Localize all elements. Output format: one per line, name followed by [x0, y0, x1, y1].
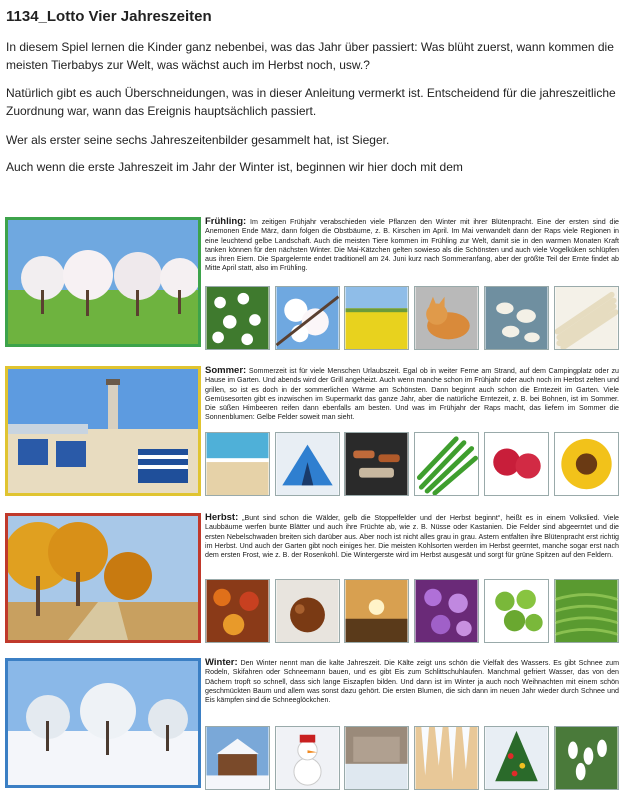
autumn-main-photo: [5, 513, 201, 643]
chestnuts-image: [275, 579, 340, 643]
autumn-heading: Herbst:: [205, 512, 239, 523]
icicles-image: [414, 726, 479, 790]
season-spring: [5, 217, 619, 353]
winter-thumbnails: [205, 726, 619, 790]
snowdrops-image: [554, 726, 619, 790]
ice-rink-image: [344, 726, 409, 790]
beach-image: [205, 432, 270, 496]
snowman-image: [275, 726, 340, 790]
anemones-image: [205, 286, 270, 350]
intro-paragraph-2: Natürlich gibt es auch Überschneidungen, was in dieser Anleitung vermerkt ist. Entscheidend für die jahreszeitliche Zuordnung war, wann das Ereignis hauptsächlich passiert.: [6, 86, 616, 118]
summer-description: [205, 366, 619, 423]
intro-paragraph-3: Wer als erster seine sechs Jahreszeitenbilder gesammelt hat, ist Sieger.: [6, 133, 390, 147]
ski-chalet-image: [205, 726, 270, 790]
summer-main-photo: [5, 366, 201, 496]
season-winter: [5, 658, 619, 794]
page-title: 1134_Lotto Vier Jahreszeiten: [6, 8, 212, 25]
season-summer: [5, 366, 619, 502]
autumn-text: „Bunt sind schon die Wälder, gelb die Stoppelfelder und der Herbst beginnt“, heißt es in einem Volkslied. Viele Laubbäume werfen bunte Blätter und auch ihre Früchte ab, wie z. B. Nüsse oder Kastanien. Die Felder sind abgeerntet und die ersten Nebelschwaden breiten sich darüber aus. Aber noch ist nicht alles grau in grau. Astern entfalten ihre Blütenpracht erst richtig im Herbst. Und auch der Garten gibt noch einiges her. Die meisten Kohlsorten werden im Herbst geerntet, manche sogar erst nach dem ersten Frost, wie z. B. der Rosenkohl. Die Wintergerste wird im Herbst ausgesät und sorgt für grüne Spitzen auf den Feldern.: [205, 514, 619, 560]
summer-heading: Sommer:: [205, 365, 247, 376]
green-beans-image: [414, 432, 479, 496]
tent-image: [275, 432, 340, 496]
summer-thumbnails: [205, 432, 619, 496]
kitten-image: [414, 286, 479, 350]
spring-text: Im zeitigen Frühjahr verabschieden viele Pflanzen den Winter mit ihrer Blütenpracht. Eine der ersten sind die Anemonen Ende März, dann folgen die Obstbäume, z. B. Kirschen im April. Im Mai verwandelt dann der Raps viele Regionen in eine leuchtend gelbe Landschaft. Auch die meisten Tiere kommen im Frühling zur Welt, damit sie in den warmen Monaten Kraft tanken können für den nächsten Winter. Die Mai-Kätzchen gelten sowieso als die Schönsten und auch viele Vogelküken schlüpfen aus ihren Eiern. Die Spargelernte endet traditionell am 24. Juni kurz nach Sommeranfang, aber der größte Teil der Ernte findet ab Mitte April statt, also im Frühling.: [205, 218, 619, 273]
grill-image: [344, 432, 409, 496]
spring-heading: Frühling:: [205, 216, 247, 227]
winter-description: [205, 658, 619, 705]
asters-image: [414, 579, 479, 643]
green-field-image: [554, 579, 619, 643]
spring-thumbnails: [205, 286, 619, 350]
autumn-description: [205, 513, 619, 560]
spring-description: [205, 217, 619, 274]
summer-text: Sommerzeit ist für viele Menschen Urlaubszeit. Egal ob in weiter Ferne am Strand, auf dem Campingplatz oder zu Hause im Garten. Und abends wird der Grill angeheizt. Auch wenn manche schon im Frühjahr oder auch noch im Herbst zelten und grillen, so ist es doch in der sommerlichen Wärme am Schönsten. Dann beginnt auch schon die Erntezeit im Garten. Viele Gemüsesorten gibt es inzwischen im Supermarkt das ganze Jahr, aber die natürliche Erntezeit, z. B. bei Bohnen, ist im Sommer. Die süßen Himbeeren reifen dann ebenfalls am besten. Und was im Frühjahr der Raps macht, das liefern im Sommer die Sonnenblumen: Gelbe Felder soweit man sieht.: [205, 367, 619, 422]
misty-field-image: [344, 579, 409, 643]
winter-heading: Winter:: [205, 657, 238, 668]
rapeseed-field-image: [344, 286, 409, 350]
cherry-blossom-image: [275, 286, 340, 350]
autumn-thumbnails: [205, 579, 619, 643]
winter-main-photo: [5, 658, 201, 788]
winter-text: Den Winter nennt man die kalte Jahreszeit. Die Kälte zeigt uns schön die Vielfalt des Wassers. Es gibt Schnee zum Rodeln, Skifahren oder Schneemann bauen, und es gibt Eis zum Schlittschuhlaufen. Manchmal gefriert Wasser, das von den Dächern tropft so schnell, dass sich lange Eiszapfen bilden. Und dann ist im Winter ja auch noch Weihnachten mit einem schön geschmückten Baum und allem was sonst dazu gehört. Die ersten Blumen, die sich dann im neuen Jahr wieder durch Schnee und Eis kämpfen sind die Schneeglöckchen.: [205, 659, 619, 705]
brussels-sprouts-image: [484, 579, 549, 643]
christmas-tree-image: [484, 726, 549, 790]
raspberries-image: [484, 432, 549, 496]
intro-paragraph-1: In diesem Spiel lernen die Kinder ganz nebenbei, was das Jahr über passiert: Was blüht zuerst, wann kommen die meisten Tierbabys zur Welt, was wächst auch im Herbst noch, usw.?: [6, 40, 614, 72]
spring-main-photo: [5, 217, 201, 347]
season-autumn: [5, 513, 619, 649]
asparagus-image: [554, 286, 619, 350]
ducklings-image: [484, 286, 549, 350]
sunflower-image: [554, 432, 619, 496]
autumn-leaves-image: [205, 579, 270, 643]
intro-paragraph-4: Auch wenn die erste Jahreszeit im Jahr der Winter ist, beginnen wir hier doch mit dem: [6, 160, 463, 174]
